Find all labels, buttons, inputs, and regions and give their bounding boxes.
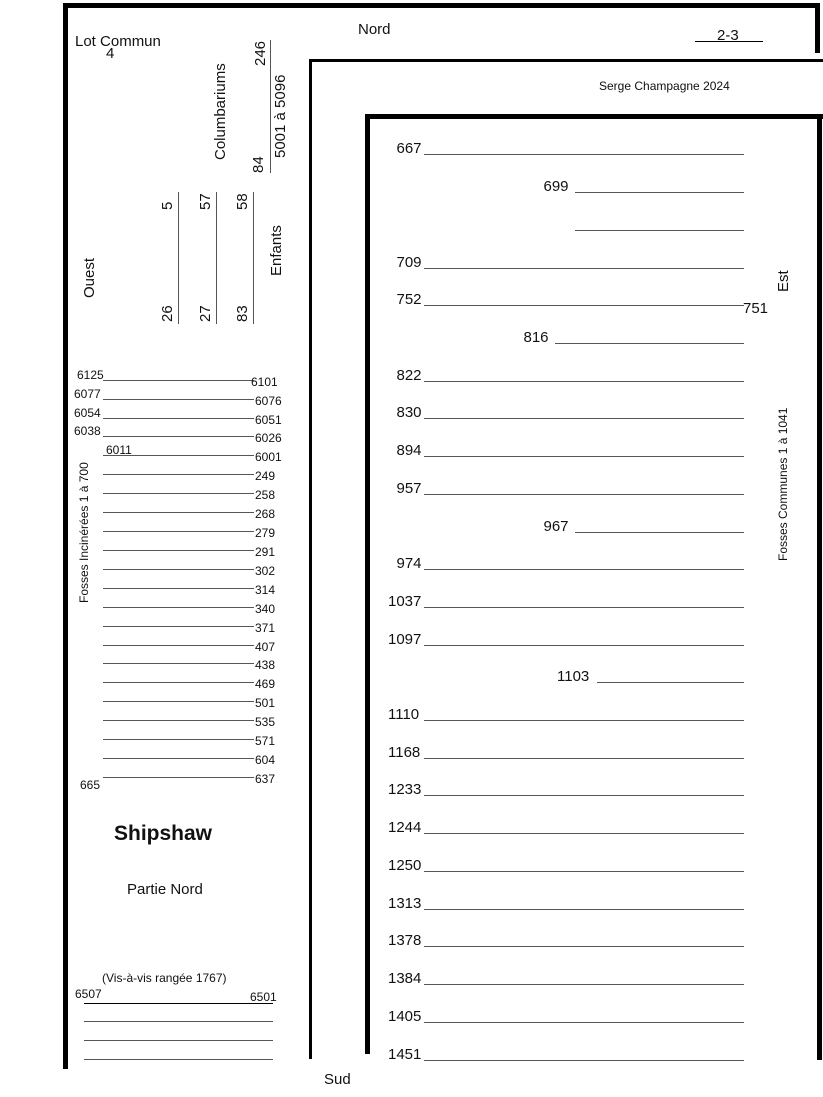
commune-left-number: 967 xyxy=(543,518,569,535)
incineree-row xyxy=(103,663,254,664)
incineree-row xyxy=(103,701,254,702)
incineree-right-number: 571 xyxy=(255,734,276,748)
commune-left-number: 957 xyxy=(396,480,422,497)
commune-row xyxy=(424,871,744,872)
commune-row xyxy=(575,532,744,533)
commune-row xyxy=(424,268,744,269)
incineree-right-number: 501 xyxy=(255,696,276,710)
enfants-bottom-number: 26 xyxy=(159,305,176,322)
path-wall-left xyxy=(309,59,312,1059)
commune-left-number: 894 xyxy=(396,442,422,459)
incineree-right-number: 407 xyxy=(255,640,276,654)
commune-row xyxy=(597,682,744,683)
incineree-row xyxy=(103,607,254,608)
commune-left-number: 667 xyxy=(396,140,422,157)
commune-left-number: 1097 xyxy=(388,631,422,648)
incineree-right-number: 258 xyxy=(255,488,276,502)
commune-left-number: 709 xyxy=(396,254,422,271)
outer-wall-right-top xyxy=(815,3,820,53)
commune-left-number: 1110 xyxy=(388,706,420,723)
incineree-right-number: 6076 xyxy=(255,394,282,408)
incineree-right-number: 340 xyxy=(255,602,276,616)
commune-left-number: 1384 xyxy=(388,970,422,987)
columbariums-label: Columbariums xyxy=(212,63,229,160)
incineree-row xyxy=(103,399,254,400)
incineree-row xyxy=(103,645,254,646)
columbarium-range: 5001 à 5096 xyxy=(272,74,289,158)
commune-right-number: 751 xyxy=(743,300,769,317)
columbarium-bottom-number: 84 xyxy=(250,156,267,173)
incineree-left-number: 6125 xyxy=(77,368,104,382)
incineree-row xyxy=(103,758,254,759)
commune-left-number: 1244 xyxy=(388,819,422,836)
incineree-row xyxy=(103,380,254,381)
lot-commun-number: 4 xyxy=(106,45,115,62)
incineree-right-number: 314 xyxy=(255,583,276,597)
commune-row xyxy=(424,720,744,721)
commune-left-number: 1103 xyxy=(557,668,590,685)
lot-commun-label: Lot Commun xyxy=(75,33,161,50)
fosses-incinerees-label: Fosses Incinérées 1 à 700 xyxy=(77,462,91,603)
commune-row xyxy=(575,192,744,193)
incineree-right-number: 249 xyxy=(255,469,276,483)
enfants-bottom-number: 27 xyxy=(197,305,214,322)
incineree-left-number: 6038 xyxy=(74,424,101,438)
commune-row xyxy=(424,569,744,570)
section-code-underline xyxy=(695,41,763,42)
incineree-right-number: 535 xyxy=(255,715,276,729)
commune-left-number: 1405 xyxy=(388,1008,422,1025)
vis-a-vis-row xyxy=(84,1003,273,1004)
commune-row xyxy=(424,795,744,796)
commune-row xyxy=(424,1060,744,1061)
incineree-right-number: 6101 xyxy=(251,375,278,389)
direction-west: Ouest xyxy=(81,257,98,298)
incineree-left-number: 6054 xyxy=(74,406,101,420)
commune-row xyxy=(575,230,744,231)
commune-row xyxy=(424,494,744,495)
commune-left-number: 974 xyxy=(396,555,422,572)
commune-left-number: 1378 xyxy=(388,932,422,949)
vis-a-vis-row xyxy=(84,1040,273,1041)
incineree-left-number: 665 xyxy=(80,778,101,792)
inner-wall-right xyxy=(817,114,822,1060)
commune-row xyxy=(424,1022,744,1023)
map-title: Shipshaw xyxy=(114,822,213,845)
section-code: 2-3 xyxy=(717,27,739,44)
incineree-right-number: 469 xyxy=(255,677,276,691)
commune-left-number: 822 xyxy=(396,367,422,384)
commune-left-number: 830 xyxy=(396,404,422,421)
enfants-bottom-number: 83 xyxy=(234,305,251,322)
incineree-row xyxy=(103,474,254,475)
incineree-row xyxy=(103,588,254,589)
incineree-row xyxy=(103,418,254,419)
columbarium-top-number: 246 xyxy=(252,40,269,66)
path-wall-top xyxy=(309,59,823,62)
incineree-row xyxy=(103,531,254,532)
inner-wall-top xyxy=(365,114,823,119)
incineree-left-number: 6077 xyxy=(74,387,101,401)
incineree-right-number: 6051 xyxy=(255,413,282,427)
fosses-communes-label: Fosses Communes 1 à 1041 xyxy=(776,407,790,561)
vis-a-vis-label: (Vis-à-vis rangée 1767) xyxy=(102,971,227,985)
commune-row xyxy=(424,456,744,457)
incineree-row xyxy=(103,682,254,683)
enfants-row xyxy=(178,192,179,324)
commune-row xyxy=(424,833,744,834)
commune-row xyxy=(424,645,744,646)
enfants-top-number: 5 xyxy=(159,201,176,210)
commune-left-number: 1313 xyxy=(388,895,422,912)
commune-left-number: 1451 xyxy=(388,1046,422,1063)
incineree-right-number: 302 xyxy=(255,564,276,578)
commune-left-number: 699 xyxy=(543,178,569,195)
author-credit: Serge Champagne 2024 xyxy=(599,79,730,93)
incineree-row xyxy=(103,493,254,494)
commune-left-number: 752 xyxy=(396,291,422,308)
vis-a-vis-left-number: 6507 xyxy=(75,987,102,1001)
commune-row xyxy=(424,984,744,985)
commune-row xyxy=(424,305,744,306)
commune-left-number: 1250 xyxy=(388,857,422,874)
direction-east: Est xyxy=(775,270,792,292)
incineree-row xyxy=(103,569,254,570)
incineree-left-number: 6011 xyxy=(106,443,132,457)
incineree-right-number: 6026 xyxy=(255,431,282,445)
columbarium-row xyxy=(270,40,271,173)
incineree-right-number: 637 xyxy=(255,772,276,786)
commune-row xyxy=(424,758,744,759)
vis-a-vis-row xyxy=(84,1021,273,1022)
commune-row xyxy=(424,607,744,608)
enfants-row xyxy=(253,192,254,324)
commune-row xyxy=(424,381,744,382)
incineree-row xyxy=(103,626,254,627)
incineree-right-number: 604 xyxy=(255,753,276,767)
incineree-row xyxy=(103,777,254,778)
commune-left-number: 1233 xyxy=(388,781,422,798)
commune-row xyxy=(424,946,744,947)
inner-wall-left xyxy=(365,114,370,1054)
incineree-right-number: 279 xyxy=(255,526,276,540)
direction-north: Nord xyxy=(358,21,391,38)
incineree-row xyxy=(103,550,254,551)
commune-row xyxy=(424,909,744,910)
commune-row xyxy=(424,418,744,419)
incineree-right-number: 371 xyxy=(255,621,276,635)
incineree-row xyxy=(103,720,254,721)
commune-left-number: 1037 xyxy=(388,593,422,610)
enfants-top-number: 58 xyxy=(234,193,251,210)
incineree-row xyxy=(103,436,254,437)
incineree-right-number: 438 xyxy=(255,658,276,672)
commune-row xyxy=(555,343,744,344)
incineree-row xyxy=(103,739,254,740)
map-subtitle: Partie Nord xyxy=(127,881,203,898)
incineree-right-number: 6001 xyxy=(255,450,282,464)
enfants-label: Enfants xyxy=(268,225,285,276)
commune-left-number: 1168 xyxy=(388,744,421,761)
incineree-row xyxy=(103,512,254,513)
enfants-row xyxy=(216,192,217,324)
incineree-right-number: 291 xyxy=(255,545,276,559)
enfants-top-number: 57 xyxy=(197,193,214,210)
incineree-right-number: 268 xyxy=(255,507,276,521)
commune-left-number: 816 xyxy=(523,329,549,346)
vis-a-vis-right-number: 6501 xyxy=(250,990,277,1004)
commune-row xyxy=(424,154,744,155)
direction-south: Sud xyxy=(324,1071,351,1088)
outer-wall-top xyxy=(63,3,820,8)
outer-wall-left xyxy=(63,3,68,1069)
vis-a-vis-row xyxy=(84,1059,273,1060)
